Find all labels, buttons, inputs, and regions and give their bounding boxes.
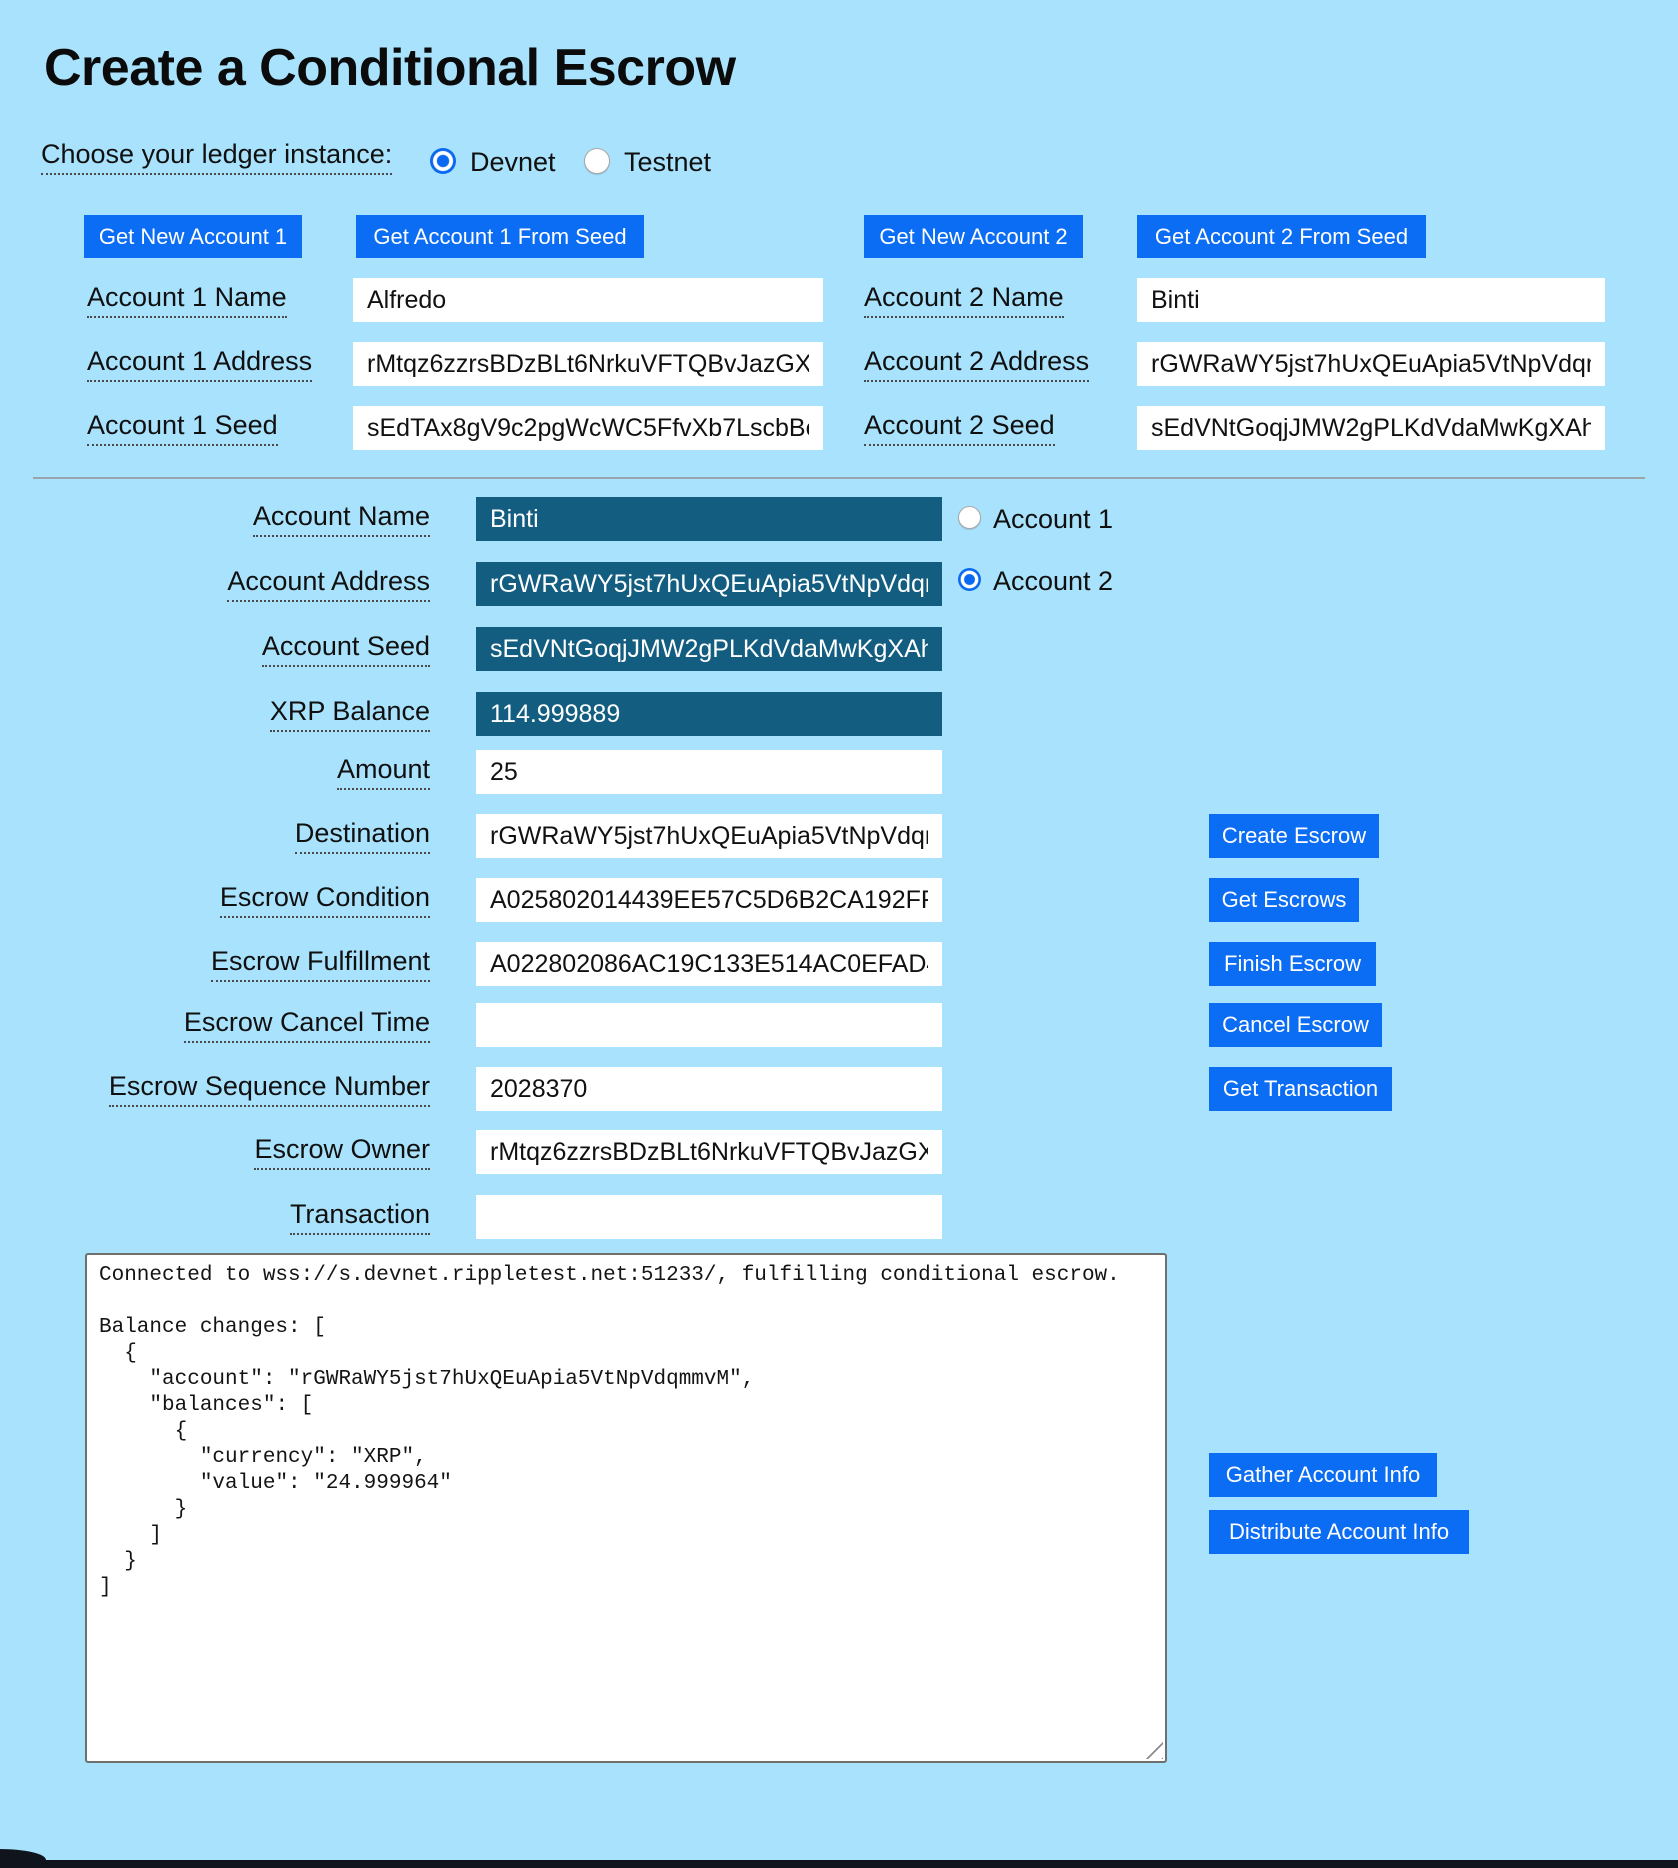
account1-address-label: Account 1 Address	[87, 342, 312, 386]
account2-address-label: Account 2 Address	[864, 342, 1089, 386]
get-new-account-2-button[interactable]: Get New Account 2	[864, 215, 1083, 258]
section-divider	[33, 477, 1645, 479]
account1-seed-label: Account 1 Seed	[87, 406, 278, 450]
account1-address-input[interactable]	[353, 342, 823, 386]
footer-edge-curve	[0, 1849, 46, 1860]
escrow-condition-label: Escrow Condition	[90, 878, 430, 922]
account2-seed-input[interactable]	[1137, 406, 1605, 450]
account2-address-input[interactable]	[1137, 342, 1605, 386]
account-address-field[interactable]	[476, 562, 942, 606]
account-seed-field[interactable]	[476, 627, 942, 671]
account-name-label: Account Name	[90, 497, 430, 541]
escrow-condition-input[interactable]	[476, 878, 942, 922]
account2-seed-label: Account 2 Seed	[864, 406, 1055, 450]
account2-name-input[interactable]	[1137, 278, 1605, 322]
get-account-2-from-seed-button[interactable]: Get Account 2 From Seed	[1137, 215, 1426, 258]
results-textarea[interactable]	[85, 1253, 1167, 1763]
distribute-account-info-button[interactable]: Distribute Account Info	[1209, 1510, 1469, 1554]
account2-radio[interactable]	[958, 568, 981, 591]
amount-label: Amount	[90, 750, 430, 794]
page-title: Create a Conditional Escrow	[44, 39, 736, 97]
transaction-input[interactable]	[476, 1195, 942, 1239]
escrow-sequence-number-label: Escrow Sequence Number	[90, 1067, 430, 1111]
get-account-1-from-seed-button[interactable]: Get Account 1 From Seed	[356, 215, 644, 258]
account1-radio[interactable]	[958, 506, 981, 529]
escrow-cancel-time-label: Escrow Cancel Time	[90, 1003, 430, 1047]
destination-input[interactable]	[476, 814, 942, 858]
get-transaction-button[interactable]: Get Transaction	[1209, 1067, 1392, 1111]
escrow-owner-input[interactable]	[476, 1130, 942, 1174]
transaction-label: Transaction	[90, 1195, 430, 1239]
get-new-account-1-button[interactable]: Get New Account 1	[84, 215, 302, 258]
ledger-instance-label: Choose your ledger instance:	[41, 135, 392, 179]
escrow-fulfillment-input[interactable]	[476, 942, 942, 986]
account1-name-label: Account 1 Name	[87, 278, 287, 322]
escrow-fulfillment-label: Escrow Fulfillment	[90, 942, 430, 986]
destination-label: Destination	[90, 814, 430, 858]
account1-seed-input[interactable]	[353, 406, 823, 450]
xrp-balance-label: XRP Balance	[90, 692, 430, 736]
escrow-owner-label: Escrow Owner	[90, 1130, 430, 1174]
account2-name-label: Account 2 Name	[864, 278, 1064, 322]
footer-edge	[0, 1860, 1678, 1868]
get-escrows-button[interactable]: Get Escrows	[1209, 878, 1359, 922]
escrow-sequence-number-input[interactable]	[476, 1067, 942, 1111]
xrp-balance-field[interactable]	[476, 692, 942, 736]
escrow-cancel-time-input[interactable]	[476, 1003, 942, 1047]
amount-input[interactable]	[476, 750, 942, 794]
devnet-radio-label[interactable]: Devnet	[470, 147, 556, 177]
create-escrow-button[interactable]: Create Escrow	[1209, 814, 1379, 858]
cancel-escrow-button[interactable]: Cancel Escrow	[1209, 1003, 1382, 1047]
devnet-radio[interactable]	[430, 148, 456, 174]
account1-name-input[interactable]	[353, 278, 823, 322]
testnet-radio[interactable]	[584, 148, 610, 174]
account1-radio-label[interactable]: Account 1	[993, 504, 1114, 534]
gather-account-info-button[interactable]: Gather Account Info	[1209, 1453, 1437, 1497]
testnet-radio-label[interactable]: Testnet	[624, 147, 712, 177]
account-seed-label: Account Seed	[90, 627, 430, 671]
account2-radio-label[interactable]: Account 2	[993, 566, 1114, 596]
finish-escrow-button[interactable]: Finish Escrow	[1209, 942, 1376, 986]
account-name-field[interactable]	[476, 497, 942, 541]
account-address-label: Account Address	[90, 562, 430, 606]
